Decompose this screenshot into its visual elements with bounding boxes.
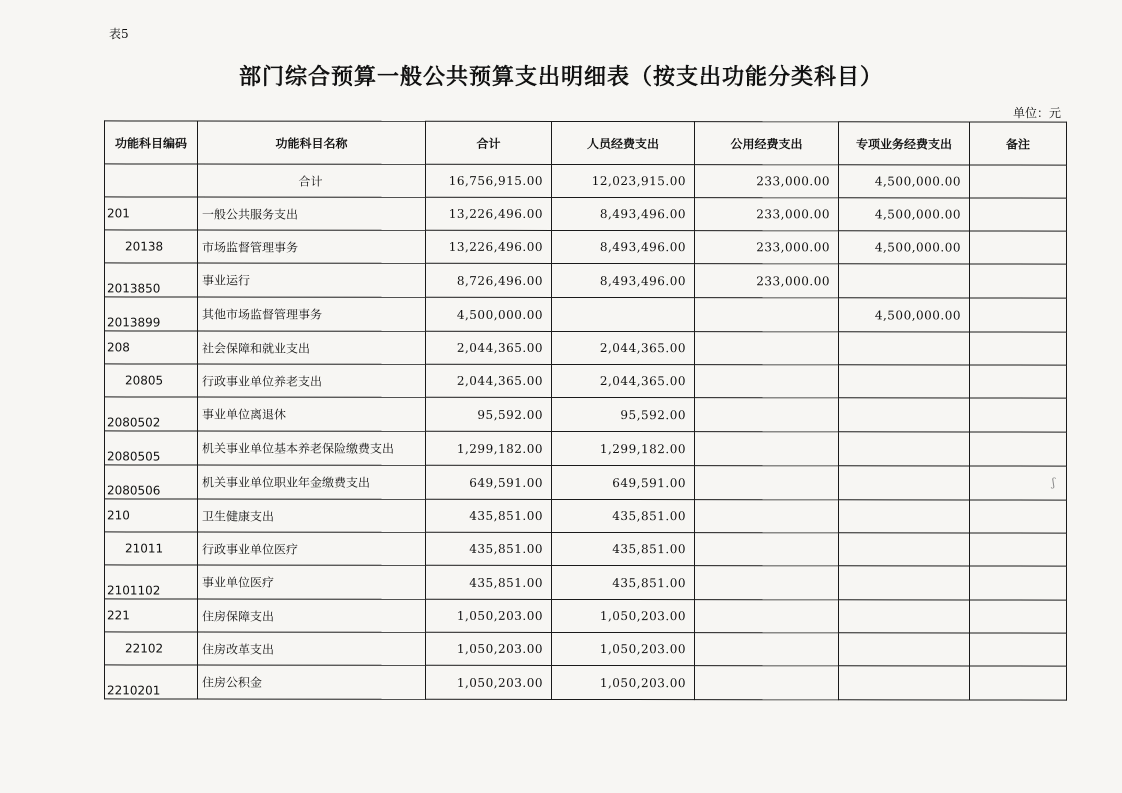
cell-notes bbox=[970, 398, 1067, 432]
cell-function-name: 住房公积金 bbox=[198, 665, 426, 699]
cell-function-name: 行政事业单位医疗 bbox=[198, 532, 426, 565]
cell-special-expense bbox=[839, 365, 970, 398]
cell-function-name: 市场监督管理事务 bbox=[198, 230, 426, 263]
header-public-expense: 公用经费支出 bbox=[695, 122, 839, 165]
cell-function-name: 一般公共服务支出 bbox=[198, 197, 426, 230]
table-header-row bbox=[105, 121, 1067, 165]
table-row bbox=[105, 397, 1067, 432]
table-row bbox=[105, 297, 1067, 332]
table-body bbox=[105, 164, 1067, 700]
table-row bbox=[105, 331, 1067, 365]
cell-total: 649,591.00 bbox=[426, 465, 552, 499]
scan-mark: ʃ bbox=[1052, 476, 1055, 489]
cell-personnel-expense: 649,591.00 bbox=[552, 465, 695, 499]
cell-total: 8,726,496.00 bbox=[426, 263, 552, 297]
cell-function-name: 卫生健康支出 bbox=[198, 499, 426, 532]
table-row bbox=[105, 565, 1067, 600]
cell-personnel-expense: 8,493,496.00 bbox=[552, 230, 695, 263]
cell-notes bbox=[970, 533, 1067, 566]
cell-total: 13,226,496.00 bbox=[426, 230, 552, 263]
page-title: 部门综合预算一般公共预算支出明细表（按支出功能分类科目） bbox=[238, 65, 883, 90]
cell-personnel-expense: 12,023,915.00 bbox=[552, 164, 695, 197]
cell-public-expense bbox=[695, 298, 839, 332]
cell-function-code: 2080506 bbox=[105, 465, 198, 499]
cell-total: 2,044,365.00 bbox=[426, 364, 552, 397]
cell-function-name: 机关事业单位职业年金缴费支出 bbox=[198, 465, 426, 499]
header-special-expense: 专项业务经费支出 bbox=[839, 122, 970, 165]
cell-notes bbox=[970, 332, 1067, 365]
cell-public-expense bbox=[695, 600, 839, 633]
cell-personnel-expense: 8,493,496.00 bbox=[552, 197, 695, 230]
cell-total: 95,592.00 bbox=[426, 397, 552, 431]
cell-function-name: 事业运行 bbox=[198, 263, 426, 297]
cell-public-expense: 233,000.00 bbox=[695, 198, 839, 231]
cell-special-expense bbox=[839, 566, 970, 600]
cell-function-name: 合计 bbox=[198, 164, 426, 197]
cell-special-expense bbox=[839, 466, 970, 500]
cell-total: 1,299,182.00 bbox=[426, 431, 552, 465]
cell-special-expense bbox=[839, 600, 970, 633]
cell-notes bbox=[970, 264, 1067, 298]
cell-function-code: 22102 bbox=[105, 632, 198, 665]
cell-notes bbox=[970, 566, 1067, 600]
cell-notes bbox=[970, 165, 1067, 198]
header-notes: 备注 bbox=[970, 122, 1067, 165]
cell-personnel-expense: 2,044,365.00 bbox=[552, 331, 695, 364]
cell-special-expense bbox=[839, 533, 970, 566]
cell-total: 435,851.00 bbox=[426, 532, 552, 565]
cell-function-name: 住房保障支出 bbox=[198, 599, 426, 632]
cell-function-code: 20138 bbox=[105, 230, 198, 263]
cell-total: 16,756,915.00 bbox=[426, 164, 552, 197]
cell-public-expense bbox=[695, 500, 839, 533]
cell-notes bbox=[970, 633, 1067, 666]
table-row bbox=[105, 263, 1067, 298]
cell-public-expense bbox=[695, 633, 839, 666]
cell-total: 1,050,203.00 bbox=[426, 599, 552, 632]
cell-public-expense bbox=[695, 566, 839, 600]
table-row bbox=[105, 364, 1067, 398]
cell-public-expense bbox=[695, 666, 839, 700]
cell-public-expense: 233,000.00 bbox=[695, 264, 839, 298]
budget-expenditure-table bbox=[104, 120, 1067, 700]
cell-function-name: 事业单位医疗 bbox=[198, 565, 426, 599]
cell-public-expense: 233,000.00 bbox=[695, 165, 839, 198]
cell-personnel-expense: 1,299,182.00 bbox=[552, 431, 695, 465]
cell-notes bbox=[970, 365, 1067, 398]
cell-special-expense: 4,500,000.00 bbox=[839, 298, 970, 332]
table-row bbox=[105, 632, 1067, 666]
cell-function-code: 2013899 bbox=[105, 297, 198, 331]
cell-function-name: 机关事业单位基本养老保险缴费支出 bbox=[198, 431, 426, 465]
cell-notes bbox=[970, 600, 1067, 633]
cell-function-code: 2210201 bbox=[105, 665, 198, 699]
cell-public-expense bbox=[695, 398, 839, 432]
table-row bbox=[105, 230, 1067, 264]
cell-function-name: 行政事业单位养老支出 bbox=[198, 364, 426, 397]
cell-function-code: 2013850 bbox=[105, 263, 198, 297]
cell-personnel-expense bbox=[552, 297, 695, 331]
cell-public-expense: 233,000.00 bbox=[695, 231, 839, 264]
cell-special-expense: 4,500,000.00 bbox=[839, 231, 970, 264]
cell-special-expense bbox=[839, 666, 970, 700]
cell-personnel-expense: 1,050,203.00 bbox=[552, 599, 695, 632]
cell-function-name: 事业单位离退休 bbox=[198, 397, 426, 431]
cell-function-code: 2101102 bbox=[105, 565, 198, 599]
cell-function-code: 21011 bbox=[105, 532, 198, 565]
cell-personnel-expense: 435,851.00 bbox=[552, 532, 695, 565]
cell-function-code: 221 bbox=[105, 599, 198, 632]
cell-special-expense bbox=[839, 633, 970, 666]
cell-total: 435,851.00 bbox=[426, 565, 552, 599]
cell-special-expense bbox=[839, 332, 970, 365]
table-row bbox=[105, 164, 1067, 198]
cell-notes bbox=[970, 198, 1067, 231]
cell-notes bbox=[970, 298, 1067, 332]
header-function-name: 功能科目名称 bbox=[198, 121, 426, 164]
cell-notes bbox=[970, 500, 1067, 533]
cell-function-name: 其他市场监督管理事务 bbox=[198, 297, 426, 331]
cell-total: 1,050,203.00 bbox=[426, 632, 552, 665]
cell-public-expense bbox=[695, 332, 839, 365]
cell-notes bbox=[970, 231, 1067, 264]
table-row bbox=[105, 665, 1067, 700]
cell-special-expense bbox=[839, 500, 970, 533]
cell-special-expense: 4,500,000.00 bbox=[839, 198, 970, 231]
table-row bbox=[105, 197, 1067, 231]
table-row bbox=[105, 532, 1067, 566]
cell-total: 435,851.00 bbox=[426, 499, 552, 532]
cell-function-code: 201 bbox=[105, 197, 198, 230]
cell-special-expense bbox=[839, 264, 970, 298]
cell-personnel-expense: 2,044,365.00 bbox=[552, 364, 695, 397]
cell-special-expense: 4,500,000.00 bbox=[839, 165, 970, 198]
cell-function-code: 2080502 bbox=[105, 397, 198, 431]
cell-function-name: 住房改革支出 bbox=[198, 632, 426, 665]
cell-public-expense bbox=[695, 466, 839, 500]
cell-personnel-expense: 8,493,496.00 bbox=[552, 263, 695, 297]
cell-total: 13,226,496.00 bbox=[426, 197, 552, 230]
cell-function-code bbox=[105, 164, 198, 197]
cell-total: 4,500,000.00 bbox=[426, 297, 552, 331]
cell-notes bbox=[970, 666, 1067, 700]
cell-function-code: 208 bbox=[105, 331, 198, 364]
header-personnel-expense: 人员经费支出 bbox=[552, 121, 695, 164]
cell-public-expense bbox=[695, 432, 839, 466]
cell-public-expense bbox=[695, 365, 839, 398]
cell-personnel-expense: 1,050,203.00 bbox=[552, 632, 695, 665]
cell-total: 1,050,203.00 bbox=[426, 665, 552, 699]
cell-public-expense bbox=[695, 533, 839, 566]
table-number-label: 表5 bbox=[109, 27, 129, 41]
cell-personnel-expense: 435,851.00 bbox=[552, 499, 695, 532]
cell-function-code: 2080505 bbox=[105, 431, 198, 465]
header-function-code: 功能科目编码 bbox=[105, 121, 198, 164]
header-total: 合计 bbox=[426, 121, 552, 164]
table-row bbox=[105, 599, 1067, 633]
cell-function-name: 社会保障和就业支出 bbox=[198, 331, 426, 364]
cell-special-expense bbox=[839, 398, 970, 432]
table-row bbox=[105, 465, 1067, 500]
cell-function-code: 20805 bbox=[105, 364, 198, 397]
cell-function-code: 210 bbox=[105, 499, 198, 532]
cell-notes bbox=[970, 432, 1067, 466]
cell-personnel-expense: 95,592.00 bbox=[552, 397, 695, 431]
cell-total: 2,044,365.00 bbox=[426, 331, 552, 364]
cell-personnel-expense: 435,851.00 bbox=[552, 565, 695, 599]
cell-personnel-expense: 1,050,203.00 bbox=[552, 665, 695, 699]
table-row bbox=[105, 431, 1067, 466]
table-row bbox=[105, 499, 1067, 533]
cell-special-expense bbox=[839, 432, 970, 466]
unit-label: 单位：元 bbox=[1012, 106, 1061, 120]
